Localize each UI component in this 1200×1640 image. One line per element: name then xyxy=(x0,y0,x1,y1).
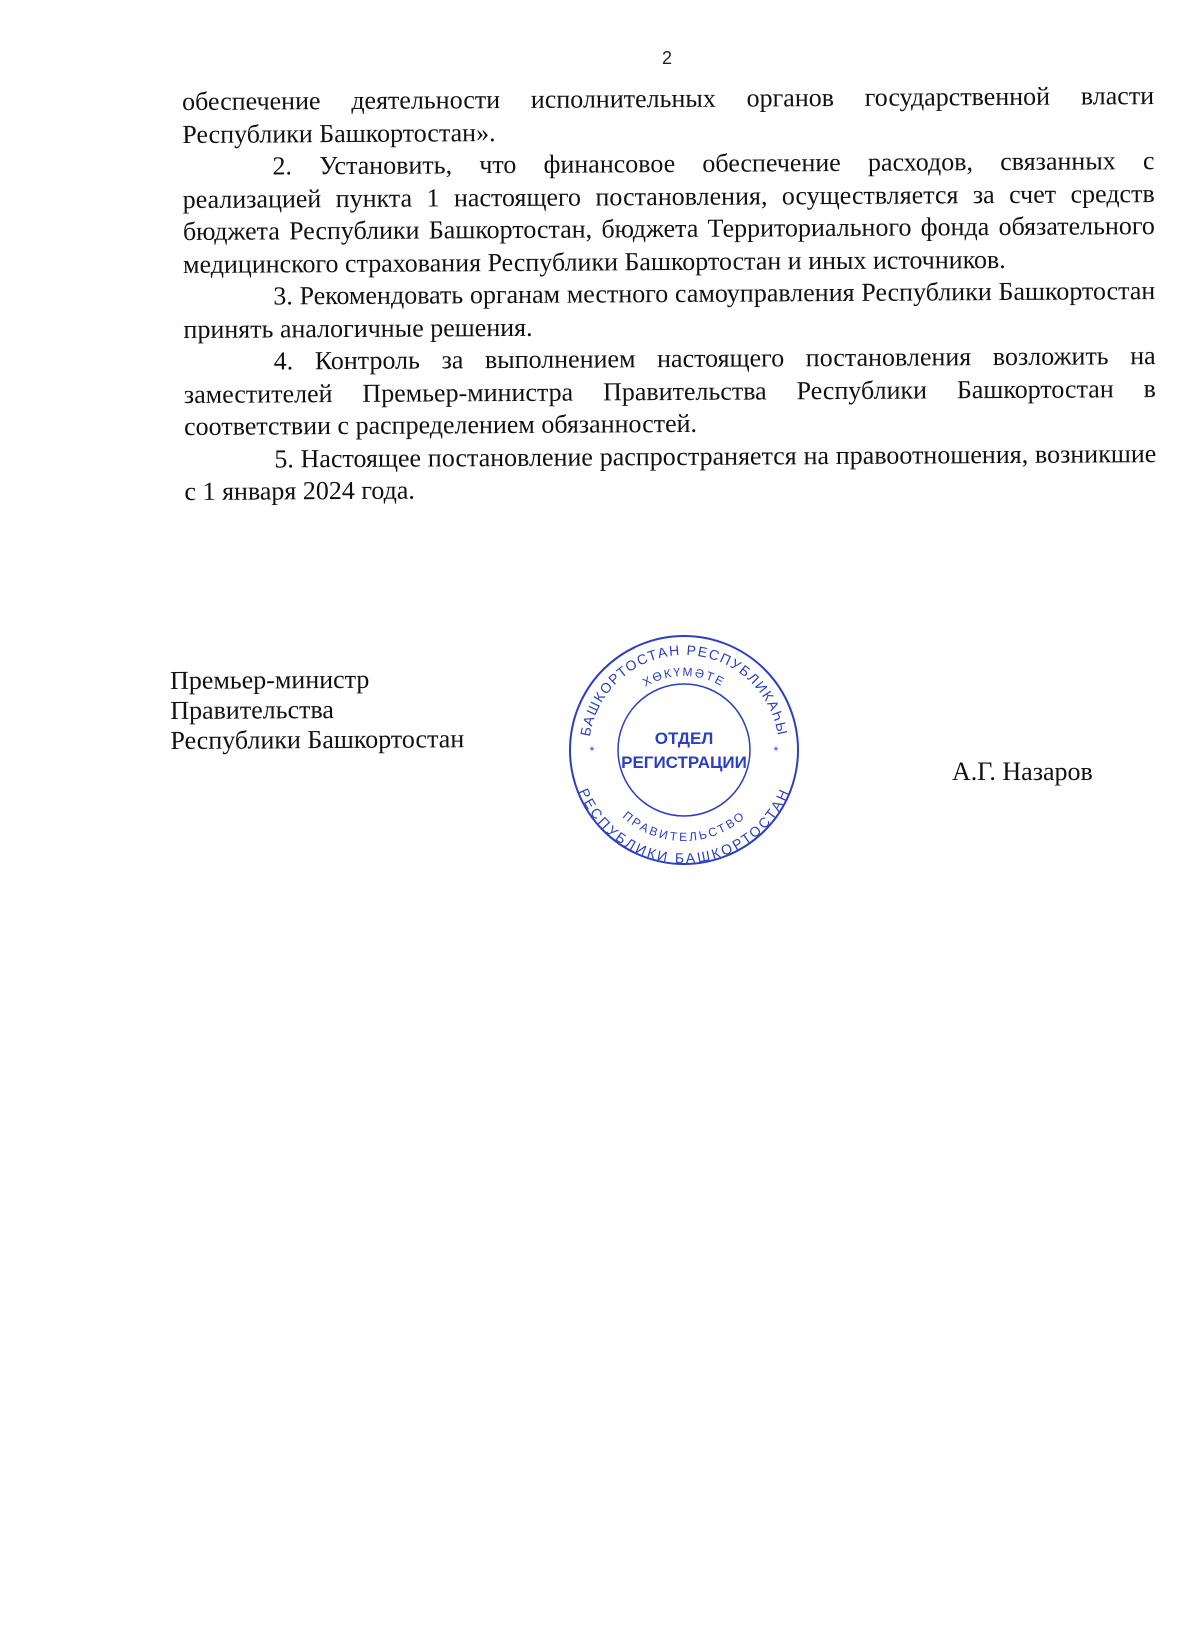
svg-text:ХӨКҮМӘТЕ xyxy=(640,665,728,690)
svg-text:БАШКОРТОСТАН РЕСПУБЛИКАҺЫ xyxy=(577,642,791,738)
stamp-inner-ring xyxy=(618,684,750,816)
document-body xyxy=(182,80,1157,508)
svg-text:РЕСПУБЛИКИ БАШКОРТОСТАН xyxy=(576,786,793,867)
stamp-inner-top-text: ХӨКҮМӘТЕ xyxy=(640,664,728,690)
signatory-title-line: Правительства xyxy=(170,694,334,725)
stamp-outer-text: БАШКОРТОСТАН РЕСПУБЛИКАҺЫ xyxy=(577,641,792,738)
signatory-title xyxy=(170,664,464,756)
stamp-inner-bottom-text: ПРАВИТЕЛЬСТВО xyxy=(620,808,748,844)
stamp-star-left: * xyxy=(589,744,595,758)
stamp-star-right: * xyxy=(773,744,779,758)
paragraph-item-3: 3. Рекомендовать органам местного самоуправления Республики Башкортостан принять аналогичные решения. xyxy=(183,276,1156,344)
paragraph-continuation: обеспечение деятельности исполнительных органов государственной власти Республики Башкортостан». xyxy=(182,81,1155,149)
paragraph-item-4: 4. Контроль за выполнением настоящего постановления возложить на заместителей Премьер-министра Правительства Республики Башкортостан в соответствии с распределением обязанностей. xyxy=(183,341,1156,441)
stamp-center-line-2: РЕГИСТРАЦИИ xyxy=(621,753,747,772)
stamp-outer-bottom-text: РЕСПУБЛИКИ БАШКОРТОСТАН xyxy=(575,785,793,867)
paragraph-item-2: 2. Установить, что финансовое обеспечение расходов, связанных с реализацией пункта 1 настоящего постановления, осуществляется за счет средств бюджета Республики Башкортостан, бюджета Территориального фонда обязательного медицинского страхования Республики Башкортостан и иных источников. xyxy=(182,146,1155,279)
official-stamp xyxy=(564,630,804,870)
signatory-title-line: Премьер-министр xyxy=(170,664,370,695)
svg-text:ПРАВИТЕЛЬСТВО xyxy=(620,808,747,844)
stamp-center-line-1: ОТДЕЛ xyxy=(654,729,714,748)
paragraph-item-5: 5. Настоящее постановление распространяется на правоотношения, возникшие с 1 января 2024 года. xyxy=(184,438,1157,506)
page-number: 2 xyxy=(662,48,673,68)
signatory-name: А.Г. Назаров xyxy=(952,757,1093,786)
signatory-title-line: Республики Башкортостан xyxy=(170,724,465,755)
